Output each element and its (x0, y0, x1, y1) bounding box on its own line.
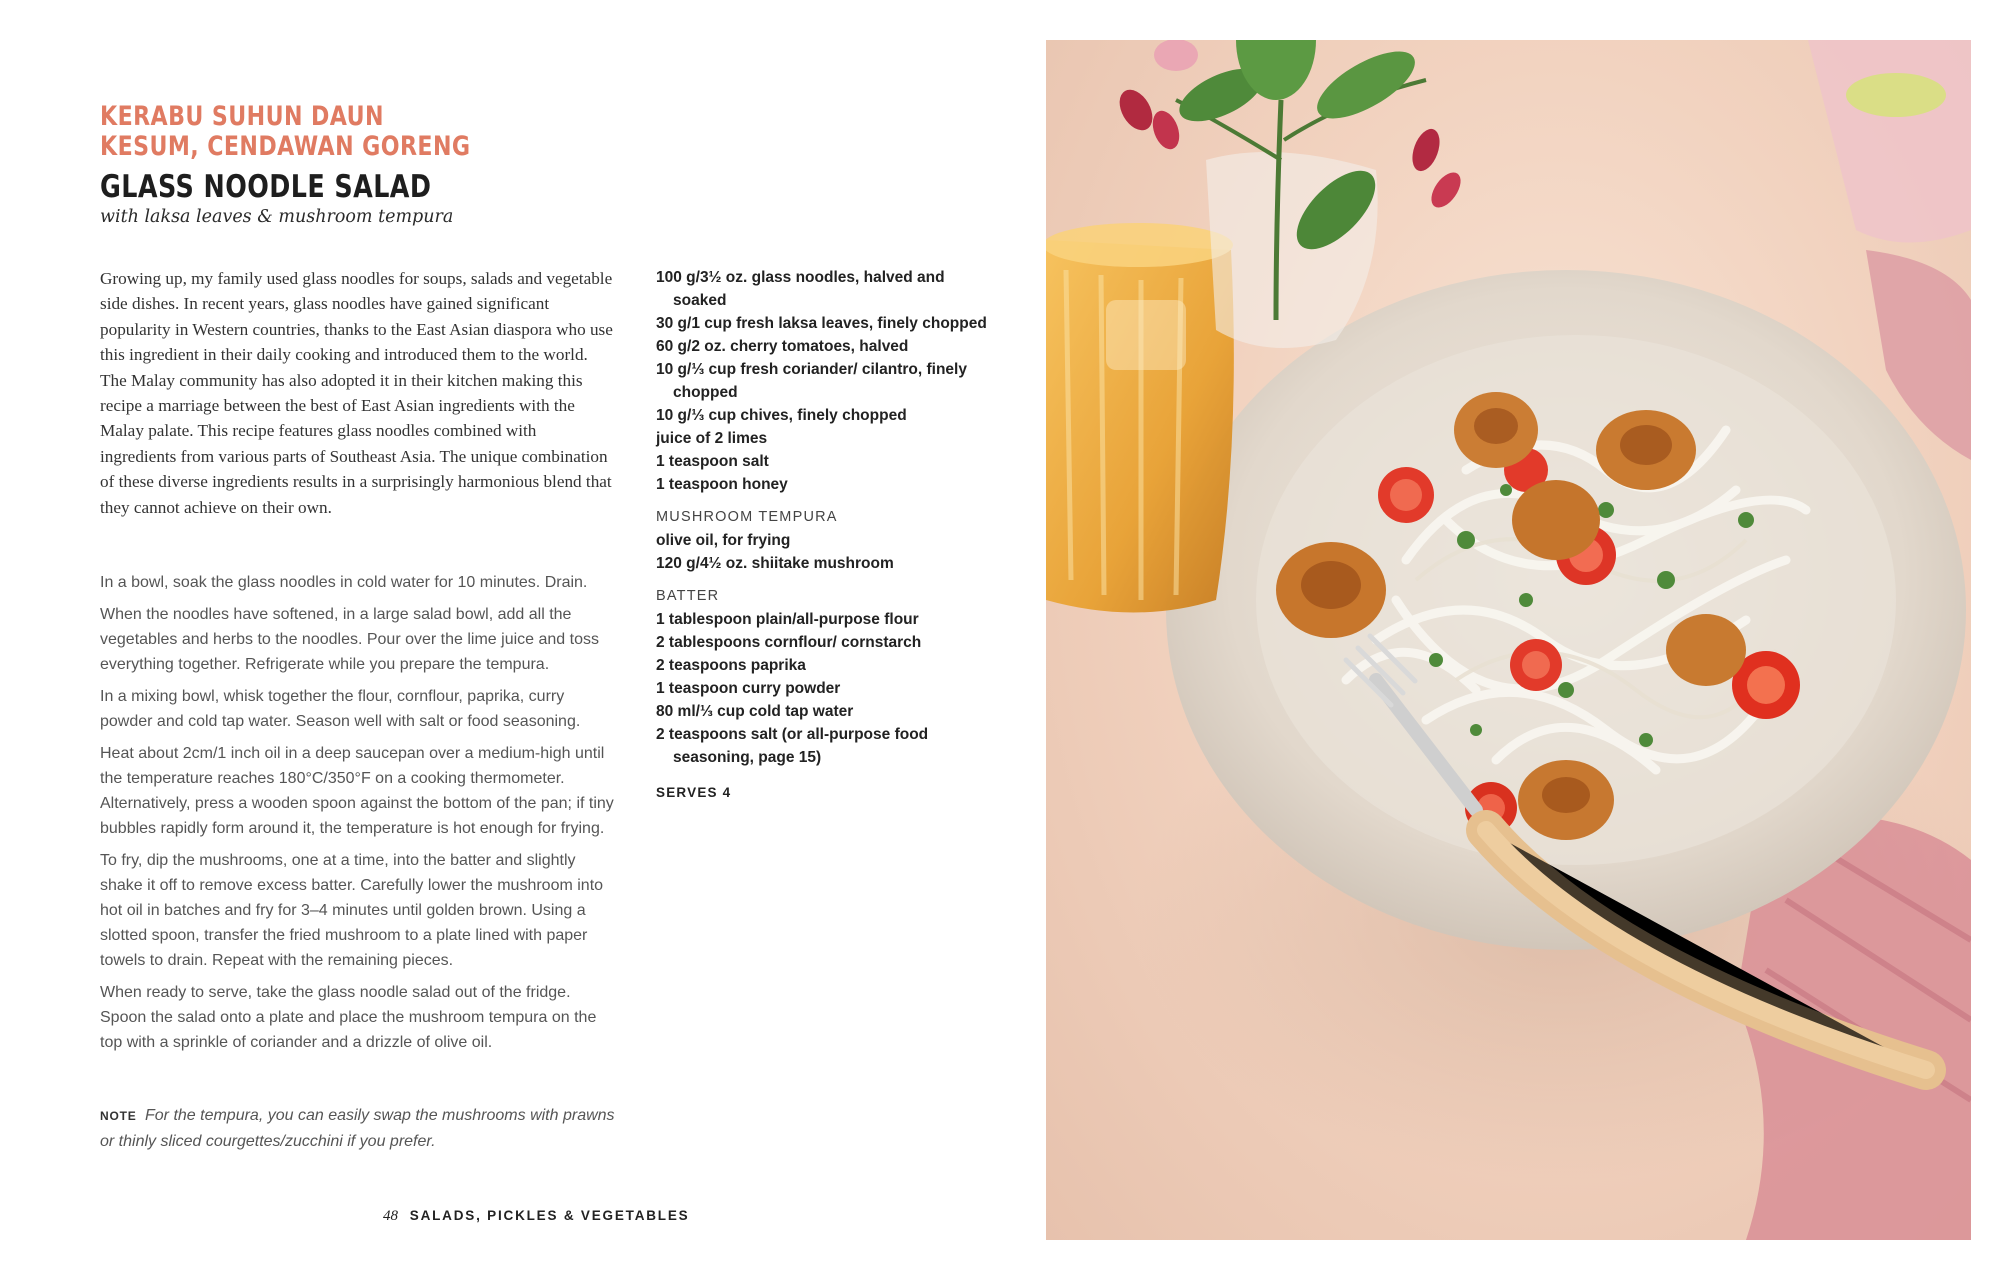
ingredient-item: 10 g/⅓ cup chives, finely chopped (656, 407, 907, 424)
food-photo (1046, 40, 1971, 1240)
ingredient-item: 1 teaspoon salt (656, 453, 769, 470)
recipe-title-malay (100, 102, 592, 162)
ingredient-item: 1 teaspoon honey (656, 476, 788, 493)
ingredient-item: 1 tablespoon plain/all-purpose flour (656, 611, 919, 628)
page-number: 48 (383, 1208, 398, 1224)
title-malay-line-1: KERABU SUHUN DAUN (100, 101, 385, 132)
ingredient-item: 120 g/4½ oz. shiitake mushroom (656, 555, 894, 572)
pink-glass (1808, 40, 1971, 243)
recipe-title-english: GLASS NOODLE SALAD (100, 169, 432, 205)
ingredient-item: 2 teaspoons paprika (656, 657, 806, 674)
amber-glass (1046, 223, 1234, 613)
method-step: When the noodles have softened, in a large salad bowl, add all the vegetables and herbs to the noodles. Pour over the lime juice and toss everything together. Refrigerate while you prepare the tempura. (100, 606, 599, 673)
ingredient-item: 10 g/⅓ cup fresh coriander/ cilantro, finely chopped (656, 361, 967, 401)
recipe-subtitle: with laksa leaves & mushroom tempura (100, 207, 454, 227)
page-footer (383, 1208, 783, 1225)
method-step: When ready to serve, take the glass noodle salad out of the fridge. Spoon the salad onto a plate and place the mushroom tempura on the top with a sprinkle of coriander and a drizzle of olive oil. (100, 984, 597, 1051)
food-photo-illustration (1046, 40, 1971, 1240)
ingredient-item: 30 g/1 cup fresh laksa leaves, finely chopped (656, 315, 987, 332)
recipe-intro: Growing up, my family used glass noodles for soups, salads and vegetable side dishes. In recent years, glass noodles have gained significant popularity in Western countries, thanks to the East Asian diaspora who use this ingredient in their daily cooking and introduced them to the world. The Malay community has also adopted it in their kitchen making this recipe a marriage between the best of East Asian ingredients with the Malay palate. This recipe features glass noodles combined with ingredients from various parts of Southeast Asia. The unique combination of these diverse ingredients results in a surprisingly harmonious blend that they cannot achieve on their own. (100, 269, 613, 517)
method-step: To fry, dip the mushrooms, one at a time, into the batter and slightly shake it off to remove excess batter. Carefully lower the mushroom into hot oil in batches and fry for 3–4 minutes until golden brown. Using a slotted spoon, transfer the fried mushroom to a plate lined with paper towels to drain. Repeat with the remaining pieces. (100, 852, 604, 969)
batter-heading: BATTER (656, 588, 720, 604)
method-step: In a bowl, soak the glass noodles in cold water for 10 minutes. Drain. (100, 574, 588, 591)
method-steps (100, 570, 615, 1062)
ingredient-item: olive oil, for frying (656, 532, 791, 549)
lime-slice (1846, 73, 1946, 117)
method-step: Heat about 2cm/1 inch oil in a deep saucepan over a medium-high until the temperature reaches 180°C/350°F on a cooking thermometer. Alternatively, press a wooden spoon against the bottom of the pan; if tiny bubbles rapidly form around it, the temperature is hot enough for frying. (100, 745, 614, 837)
ingredient-item: juice of 2 limes (656, 430, 768, 447)
ingredient-item: 60 g/2 oz. cherry tomatoes, halved (656, 338, 909, 355)
tempura-heading: MUSHROOM TEMPURA (656, 509, 838, 525)
ingredient-item: 1 teaspoon curry powder (656, 680, 841, 697)
recipe-note (100, 1103, 615, 1154)
ingredients-list (656, 266, 996, 804)
note-text: For the tempura, you can easily swap the mushrooms with prawns or thinly sliced courgettes/zucchini if you prefer. (100, 1107, 615, 1150)
serves-count: SERVES 4 (656, 785, 732, 800)
title-malay-line-2: KESUM, CENDAWAN GORENG (100, 131, 471, 162)
ingredient-item: 100 g/3½ oz. glass noodles, halved and soaked (656, 269, 945, 309)
section-name: SALADS, PICKLES & VEGETABLES (409, 1208, 690, 1223)
ingredient-item: 2 teaspoons salt (or all-purpose food seasoning, page 15) (656, 726, 929, 766)
ingredient-item: 80 ml/⅓ cup cold tap water (656, 703, 854, 720)
method-step: In a mixing bowl, whisk together the flour, cornflour, paprika, curry powder and cold tap water. Season well with salt or food seasoning. (100, 688, 581, 730)
note-label: NOTE (100, 1109, 137, 1123)
ingredient-item: 2 tablespoons cornflour/ cornstarch (656, 634, 922, 651)
